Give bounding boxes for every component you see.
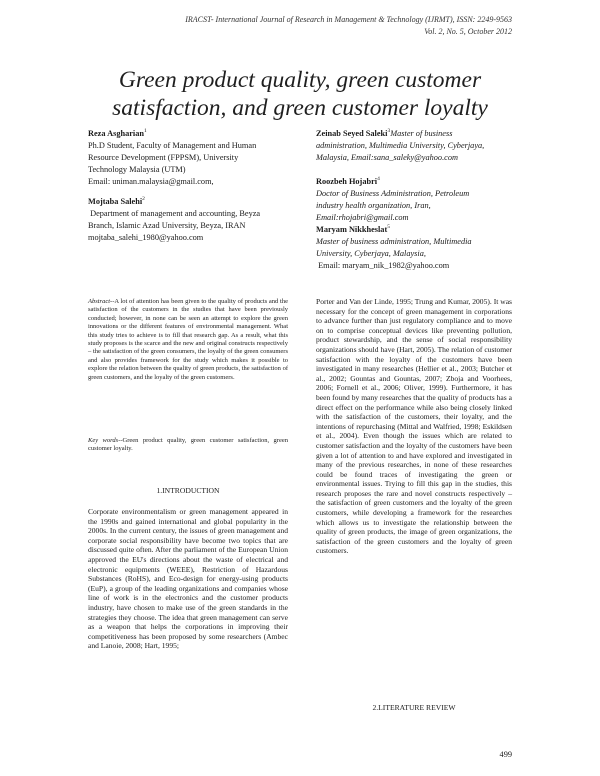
right-column-body	[316, 297, 512, 556]
affiliation-line: Technology Malaysia (UTM)	[88, 164, 186, 174]
title-line-2: satisfaction, and green customer loyalty	[112, 95, 488, 121]
author-sup: 1	[144, 128, 147, 134]
affiliation-line: Master of business	[390, 128, 453, 138]
body-paragraph: Porter and Van der Linde, 1995; Trung and Kumar, 2005). It was necessary for the concept of green management in corporations to advance further than just regulatory compliance and to move on to comprise conceptual devices like preventing pollution, product stewardship, and the sense of social responsibility organizations should have (Hart, 2005). The relation of customer satisfaction with the loyalty of the customers have been investigated in many researches (Hellier et al., 2003; Butcher et al., 2002; Gountas and Gountas, 2007; Zboja and Voorhees, 2006; Fornell et al., 2006; Oliver, 1999). Furthermore, it has been found by many researches that the quality of products has a direct effect on the performance while also being closely linked with the satisfaction of the customers, their loyalty, and the intentions of repurchasing (Mittal and Walfried, 1998; Eskildsen et al., 2004). Even though the issues which are related to customer satisfaction and the loyalty of the customers have been given a lot of attention to and have explored and investigated in many of the previous researches, in none of these researches could be found traces of investigating the green or environmental issues. Trying to fill this gap in the studies, this research proposes the rare and novel constructs respectively – the satisfaction of green customers and the loyalty of the green customers, while developing a framework for the researches which allows us to investigate the relationship between the quality of green products, the image of green organizations, the satisfaction of the green customers and the loyalty of green customers.	[316, 297, 512, 556]
affiliation-line: Department of management and accounting, Beyza	[88, 208, 261, 218]
author-block-5	[316, 221, 516, 272]
affiliation-line: Resource Development (FPPSM), University	[88, 152, 239, 162]
author-name: Reza Asgharian	[88, 128, 145, 138]
introduction-body	[88, 507, 288, 651]
page-number: 499	[499, 750, 512, 759]
author-sup: 2	[142, 196, 145, 202]
abstract-text: --A lot of attention has been given to the quality of products and the satisfaction of the customers in the studies that have been previously conducted; however, in none can be seen an attempt to explore the green innovations or the different features of environmental management. What this study tries to achieve is to fill that research gap. As a result, what this study proposes is the scarce and the new and original constructs respectively – the satisfaction of the green consumers, the loyalty of the green consumers and also provides framework for the study which makes it possible to explore the relation between the quality of green products, the satisfaction of green customers, and the loyalty of the green customers.	[88, 298, 288, 381]
section-heading-introduction: 1.INTRODUCTION	[156, 486, 220, 495]
affiliation-line: Master of business administration, Multimedia	[316, 236, 472, 246]
author-name: Zeinab Seyed Saleki	[316, 128, 388, 138]
author-sup: 3	[387, 128, 391, 134]
author-block-2	[88, 193, 303, 244]
author-sup: 4	[377, 176, 380, 182]
affiliation-line: Branch, Islamic Azad University, Beyza, IRAN	[88, 220, 246, 230]
author-name: Mojtaba Salehi	[88, 196, 143, 206]
paper-title	[60, 66, 540, 122]
email-line: Email: uniman.malaysia@gmail.com,	[88, 176, 214, 186]
running-header	[72, 14, 512, 38]
title-line-1: Green product quality, green customer	[118, 67, 482, 93]
email-line: Malaysia, Email:sana_saleky@yahoo.com	[316, 152, 458, 162]
affiliation-line: administration, Multimedia University, Cyberjaya,	[316, 140, 485, 150]
keywords-text: --Green product quality, green customer satisfaction, green customer loyalty.	[88, 437, 288, 453]
affiliation-line: Doctor of Business Administration, Petroleum	[316, 188, 470, 198]
abstract	[88, 298, 288, 382]
author-block-1	[88, 125, 303, 188]
affiliation-line: University, Cyberjaya, Malaysia,	[316, 248, 426, 258]
author-name: Maryam Nikkheslat	[316, 224, 388, 234]
journal-line: IRACST- International Journal of Research in Management & Technology (IJRMT), ISSN: 2249-9563	[185, 15, 512, 24]
email-line: mojtaba_salehi_1980@yahoo.com	[88, 232, 204, 242]
introduction-paragraph: Corporate environmentalism or green management appeared in the 1990s and gained international and global popularity in the 2000s. In the current century, the issues of green management and corporate social responsibility have become two topics that are discussed quite often. After the parliament of the European Union approved the EU's directions about the waste of electrical and electronic equipments (WEEE), Restriction of Hazardous Substances (RoHS), and Eco-design for energy-using products (EuP), a group of the leading organizations and companies whose line of work is in the electronics and the customer products industry, have chosen to make use of the green standards in the strategies they choose. The idea that green management can serve as a weapon that helps the corporations in improving their competitiveness has been proposed by some researchers (Ambec and Lanoie, 2008; Hart, 1995;	[88, 507, 288, 651]
keywords-label: Key words	[88, 437, 119, 444]
volume-line: Vol. 2, No. 5, October 2012	[424, 27, 512, 36]
author-sup: 5	[387, 224, 390, 230]
affiliation-line: Ph.D Student, Faculty of Management and Human	[88, 140, 257, 150]
keywords	[88, 437, 288, 454]
author-block-3	[316, 125, 516, 164]
author-block-4	[316, 173, 516, 224]
abstract-label: Abstract	[88, 298, 111, 305]
affiliation-line: industry health organization, Iran,	[316, 200, 431, 210]
email-line: Email:rhojabri@gmail.com	[316, 212, 409, 222]
author-name: Roozbeh Hojabri	[316, 176, 378, 186]
email-line: Email: maryam_nik_1982@yahoo.com	[316, 260, 450, 270]
section-heading-literature-review: 2.LITERATURE REVIEW	[372, 703, 456, 712]
